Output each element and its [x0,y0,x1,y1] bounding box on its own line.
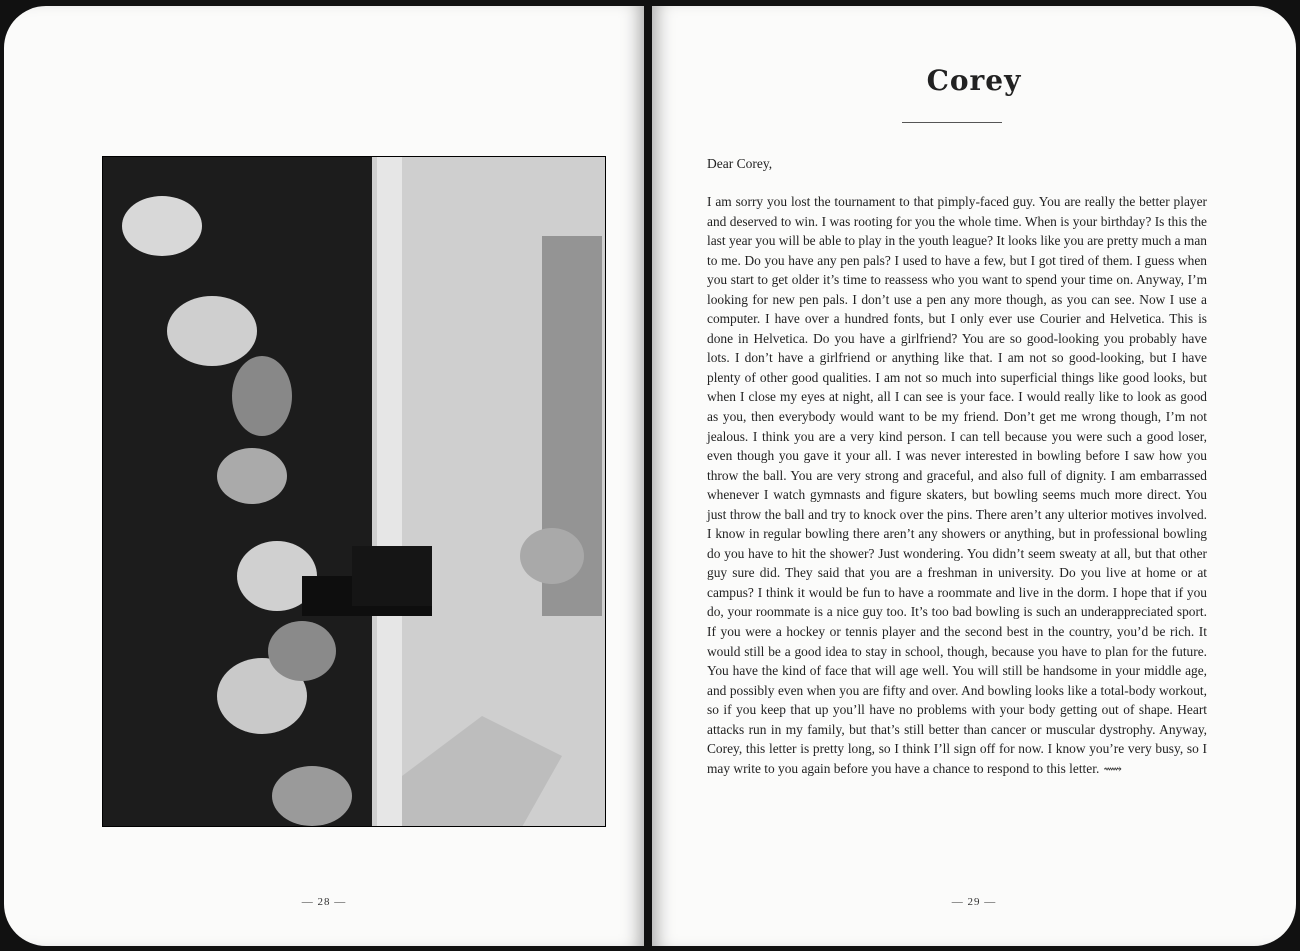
title-divider [902,122,1002,123]
left-page [4,6,644,946]
right-page [652,6,1296,946]
letter-body [707,192,1207,778]
bowling-photo [102,156,606,827]
page-title: Corey [926,64,1022,97]
end-ornament-icon: ⟿ [1103,760,1122,776]
letter-text: I am sorry you lost the tournament to that pimply-faced guy. You are really the better player and deserved to win. I was rooting for you the whole time. When is your birthday? Is this the last year you will be able to play in the youth league? It looks like you are pretty much a man to me. Do you have any pen pals? I used to have a few, but I got tired of them. I guess when you start to get older it’s time to reassess who you want to spend your time on. Anyway, I’m looking for new pen pals. I don’t use a pen any more though, as you can see. Now I use a computer. I have over a hundred fonts, but I only ever use Courier and Helvetica. This is done in Helvetica. Do you have a girlfriend? You are so good-looking you probably have lots. I don’t have a girlfriend or anything like that. I am not so good-looking, but I have plenty of other good qualities. I am not so much into superficial things like good looks, but when I close my eyes at night, all I can see is your face. I would really like to look as good as you, then everybody would want to be my friend. Don’t get me wrong though, I’m not jealous. I think you are a very kind person. I can tell because you were such a good loser, even though you gave it your all. I was never interested in bowling before I saw how you throw the ball. You are very strong and graceful, and also full of dignity. I am embarrassed whenever I watch gymnasts and figure skaters, but bowling seems much more direct. You just throw the ball and try to knock over the pins. There aren’t any ulterior motives involved. I know in regular bowling there aren’t any showers or anything, but in professional bowling do you have to hit the shower? Just wondering. You didn’t seem sweaty at all, but that other guy sure did. They said that you are a freshman in university. Do you live at home or at campus? I think it would be fun to have a roommate and live in the dorm. I hope that if you do, your roommate is a nice guy too. It’s too bad bowling is such an underappreciated sport. If you were a hockey or tennis player and the second best in the country, you’d be rich. It would still be a good idea to stay in school, though, because you have to plan for the future. You have the kind of face that will age well. You will still be handsome in your middle age, and possibly even when you are fifty and over. And bowling looks like a total-body workout, so if you keep that up you’ll have no problems with your body getting out of shape. Heart attacks run in my family, but that’s still better than cancer or muscular dystrophy. Anyway, Corey, this letter is pretty long, so I think I’ll sign off for now. I know you’re very busy, so I may write to you again before you have a chance to respond to this letter. [707,194,1207,776]
letter-salutation: Dear Corey, [707,156,773,171]
page-number-left: — 28 — [301,896,347,908]
page-number-right: — 29 — [951,896,997,908]
